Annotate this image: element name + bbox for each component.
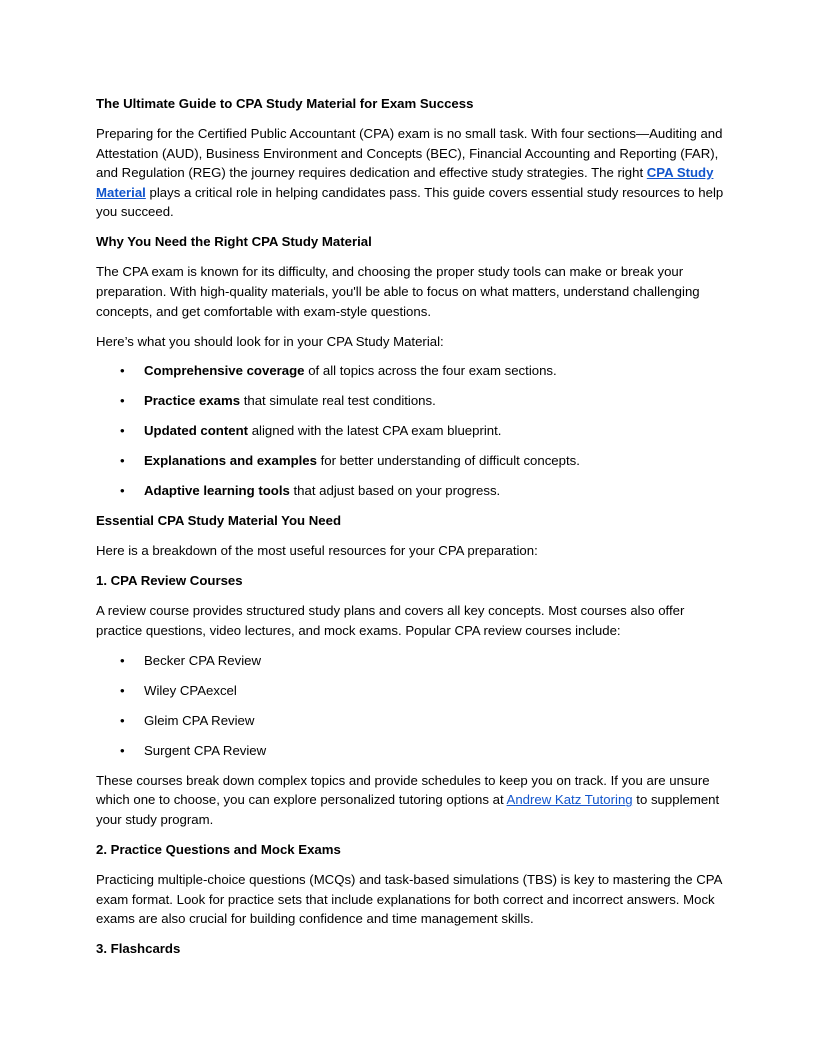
- list-item: [96, 361, 726, 381]
- review-heading: 1. CPA Review Courses: [96, 573, 243, 589]
- cpa-study-material-link[interactable]: CPA Study Material: [96, 165, 714, 200]
- essential-heading: Essential CPA Study Material You Need: [96, 513, 342, 529]
- list-item: • Surgent CPA Review: [96, 741, 726, 761]
- list-item-text: that adjust based on your progress.: [289, 483, 501, 499]
- why-heading: Why You Need the Right CPA Study Material: [96, 234, 372, 250]
- list-item: • Gleim CPA Review: [96, 711, 726, 731]
- list-item-text: that simulate real test conditions.: [240, 393, 436, 409]
- list-item: • Wiley CPAexcel: [96, 681, 726, 701]
- intro-text-after: plays a critical role in helping candidates pass. This guide covers essential study resources to help you succeed.: [96, 184, 724, 220]
- review-paragraph: A review course provides structured study plans and covers all key concepts. Most courses also offer practice questions, video lectures, and mock exams. Popular CPA review courses include:: [96, 603, 685, 638]
- essential-lead: Here is a breakdown of the most useful resources for your CPA preparation:: [96, 543, 538, 559]
- list-item: [96, 421, 726, 441]
- andrew-katz-tutoring-link[interactable]: Andrew Katz Tutoring: [506, 792, 633, 808]
- list-item-bold: Practice exams: [144, 393, 241, 409]
- flashcards-heading: 3. Flashcards: [96, 941, 181, 957]
- intro-text-before: Preparing for the Certified Public Accountant (CPA) exam is no small task. With four sections—Auditing and Attestation (AUD), Business Environment and Concepts (BEC), Financial Accounting and Reporting (FAR), and Regulation (REG) the journey requires dedication and effective study strategies. The right: [96, 125, 723, 181]
- review-closing-paragraph: [96, 771, 726, 830]
- courses-list: [96, 651, 726, 761]
- list-item-text: of all topics across the four exam sections.: [304, 363, 557, 379]
- list-item: [96, 391, 726, 411]
- list-item-bold: Updated content: [144, 423, 249, 439]
- list-item: • Becker CPA Review: [96, 651, 726, 671]
- document-page: [96, 94, 726, 969]
- practice-heading: 2. Practice Questions and Mock Exams: [96, 842, 341, 858]
- list-item-text: for better understanding of difficult concepts.: [316, 453, 580, 469]
- why-lead: Here’s what you should look for in your CPA Study Material:: [96, 333, 444, 349]
- why-paragraph: The CPA exam is known for its difficulty, and choosing the proper study tools can make or break your preparation. With high-quality materials, you'll be able to focus on what matters, understand challenging concepts, and get comfortable with exam-style questions.: [96, 264, 700, 319]
- list-item-bold: Explanations and examples: [144, 453, 317, 469]
- practice-paragraph: Practicing multiple-choice questions (MCQs) and task-based simulations (TBS) is key to mastering the CPA exam format. Look for practice sets that include explanations for both correct and incorrect answers. Mock exams are also crucial for building confidence and time management skills.: [96, 872, 722, 927]
- list-item-bold: Comprehensive coverage: [144, 363, 305, 379]
- criteria-list: [96, 361, 726, 501]
- list-item: [96, 451, 726, 471]
- document-title: The Ultimate Guide to CPA Study Material for Exam Success: [96, 96, 474, 111]
- list-item-bold: Adaptive learning tools: [144, 483, 290, 499]
- list-item: [96, 481, 726, 501]
- closing-text-after: to supplement your study program.: [96, 792, 720, 828]
- intro-paragraph: [96, 124, 726, 222]
- list-item-text: aligned with the latest CPA exam blueprint.: [248, 423, 502, 439]
- closing-text-before: These courses break down complex topics and provide schedules to keep you on track. If you are unsure which one to choose, you can explore personalized tutoring options at: [96, 772, 710, 808]
